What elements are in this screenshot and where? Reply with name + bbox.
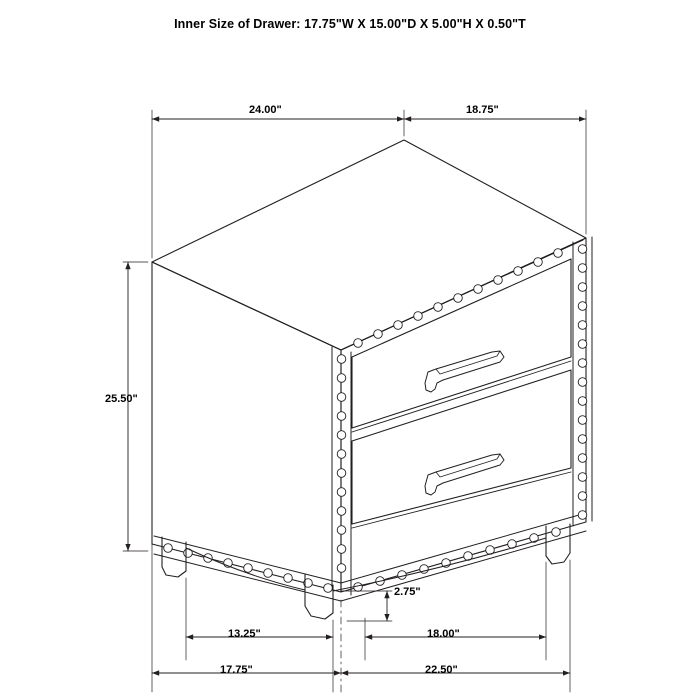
dim-label-height: 25.50" — [105, 393, 138, 405]
nailhead-studs-right-edge — [578, 245, 587, 520]
nailhead-studs-bottom-left — [164, 544, 333, 593]
nailhead-studs-bottom-right — [354, 528, 561, 592]
dim-label-outer-left: 17.75" — [220, 664, 253, 676]
drawer-upper — [352, 259, 571, 428]
nailhead-trim — [154, 237, 592, 601]
drawer-handle-lower — [425, 454, 504, 495]
drawer-gap-line-2 — [352, 472, 571, 528]
dim-label-inner-right: 18.00" — [427, 628, 460, 640]
cabinet-body — [152, 140, 586, 592]
page-title: Inner Size of Drawer: 17.75"W X 15.00"D X 5.00"H X 0.50"T — [174, 17, 526, 31]
dim-label-outer-right: 22.50" — [425, 664, 458, 676]
drawer-lower — [352, 370, 571, 524]
dim-label-top-left: 24.00" — [249, 104, 282, 116]
dim-label-inner-left: 13.25" — [228, 628, 261, 640]
dim-label-leg-height: 2.75" — [394, 586, 421, 598]
drawer-gap-line — [352, 361, 571, 432]
dim-label-top-right: 18.75" — [466, 104, 499, 116]
drawer-handle-upper — [425, 351, 504, 392]
dimension-lines — [123, 110, 586, 695]
